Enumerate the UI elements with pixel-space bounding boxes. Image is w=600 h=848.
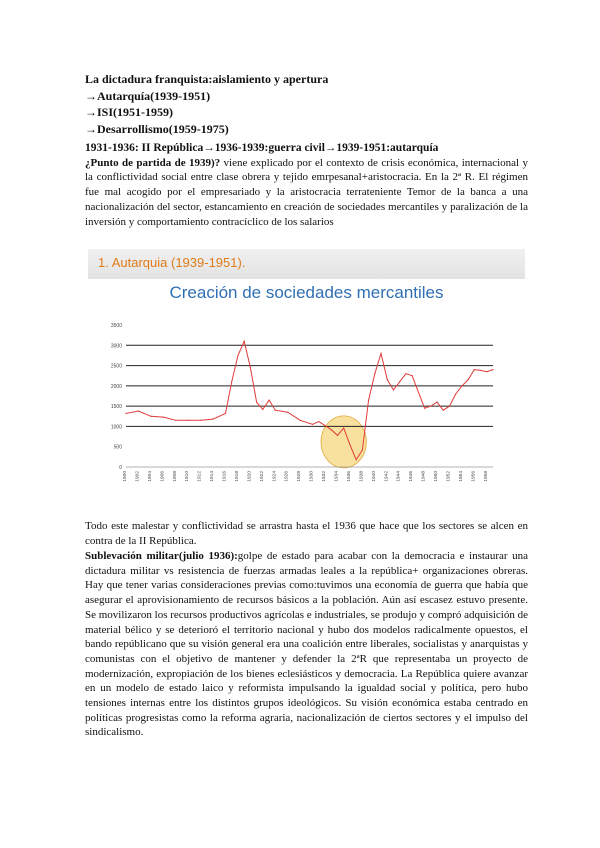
y-tick-label: 500 <box>113 444 122 451</box>
x-tick-label: 1952 <box>446 471 452 482</box>
body-paragraph-1: Todo este malestar y conflictividad se arrastra hasta el 1936 que hace que los sectores se alcen en contra de la II República. <box>85 520 528 547</box>
x-tick-label: 1958 <box>483 471 489 482</box>
data-point <box>468 379 469 380</box>
data-point <box>324 425 325 426</box>
data-point <box>486 371 487 372</box>
data-point <box>380 353 381 354</box>
data-point <box>256 401 257 402</box>
data-point <box>275 410 276 411</box>
data-point <box>212 419 213 420</box>
x-tick-label: 1926 <box>284 471 290 482</box>
x-tick-label: 1948 <box>421 471 427 482</box>
data-point <box>300 420 301 421</box>
data-point <box>138 410 139 411</box>
y-tick-label: 3500 <box>110 323 122 329</box>
x-tick-label: 1940 <box>371 471 377 482</box>
uprising-heading: Sublevación militar(julio 1936): <box>85 550 238 562</box>
data-point <box>318 421 319 422</box>
x-tick-label: 1906 <box>160 471 166 482</box>
data-point <box>455 393 456 394</box>
x-tick-label: 1932 <box>322 471 328 482</box>
data-point <box>237 355 238 356</box>
timeline-line: 1931-1936: II República→1936-1939:guerra civil→1939-1951:autarquía <box>85 142 439 154</box>
heading-block <box>85 71 525 137</box>
x-tick-label: 1936 <box>346 471 352 482</box>
data-point <box>399 381 400 382</box>
heading-item: →Autarquía(1939-1951) <box>85 88 211 103</box>
data-point <box>337 435 338 436</box>
x-tick-label: 1908 <box>172 471 178 482</box>
x-tick-label: 1946 <box>409 471 415 482</box>
data-point <box>443 410 444 411</box>
data-point <box>331 429 332 430</box>
data-point <box>349 444 350 445</box>
heading-item: →Desarrollismo(1959-1975) <box>85 121 229 136</box>
data-point <box>424 408 425 409</box>
data-point <box>262 409 263 410</box>
x-tick-label: 1950 <box>434 471 440 482</box>
data-point <box>430 406 431 407</box>
x-tick-label: 1914 <box>210 471 216 482</box>
body-paragraph-2 <box>85 549 528 740</box>
data-point <box>268 399 269 400</box>
data-point <box>175 420 176 421</box>
x-tick-label: 1930 <box>309 471 315 482</box>
x-tick-label: 1924 <box>272 471 278 482</box>
intro-question: ¿Punto de partida de 1939)? <box>85 156 221 169</box>
data-point <box>225 413 226 414</box>
highlight-ellipse <box>321 416 366 468</box>
data-point <box>150 416 151 417</box>
data-point <box>287 412 288 413</box>
x-tick-label: 1922 <box>259 471 265 482</box>
x-tick-label: 1900 <box>123 471 128 482</box>
intro-text: viene explicado por el contexto de crisis económica, internacional y la conflictividad social entre clase obrera y tejido emrpesanal+aristocracia. En la 2ª R. El régimen fue mal acogido por el empresariado y la aristocracia terrateniente Temor de la banca a una nacionalización del sector, estancamiento en creación de sociedades mercantiles y paralización de la inversión y comportamiento contracíclico de los salarios <box>85 156 529 228</box>
data-point <box>368 399 369 400</box>
x-tick-label: 1920 <box>247 471 253 482</box>
data-point <box>374 373 375 374</box>
x-tick-label: 1918 <box>234 471 240 482</box>
data-point <box>231 381 232 382</box>
x-tick-label: 1928 <box>297 471 303 482</box>
data-point <box>393 389 394 390</box>
x-tick-label: 1934 <box>334 471 340 482</box>
series-line <box>126 341 493 460</box>
y-tick-label: 1500 <box>110 404 122 411</box>
heading-item: →ISI(1951-1959) <box>85 105 174 119</box>
data-point <box>461 385 462 386</box>
y-tick-label: 1000 <box>110 424 122 431</box>
x-tick-label: 1938 <box>359 471 365 482</box>
data-point <box>387 379 388 380</box>
document-title: La dictadura franquista:aislamiento y apertura <box>85 72 329 86</box>
x-tick-label: 1956 <box>471 471 477 482</box>
data-point <box>436 401 437 402</box>
x-tick-label: 1944 <box>396 471 402 482</box>
data-point <box>412 375 413 376</box>
x-tick-label: 1912 <box>197 471 203 482</box>
line-chart <box>88 249 525 509</box>
y-tick-label: 2000 <box>110 383 122 390</box>
data-point <box>188 420 189 421</box>
y-tick-label: 2500 <box>110 363 122 370</box>
data-point <box>163 416 164 417</box>
data-point <box>343 427 344 428</box>
x-tick-label: 1942 <box>384 471 390 482</box>
data-point <box>474 369 475 370</box>
data-point <box>200 420 201 421</box>
y-tick-label: 3000 <box>110 343 122 350</box>
data-point <box>356 459 357 460</box>
chart-title: Creación de sociedades mercantiles <box>169 283 444 302</box>
data-point <box>492 369 493 370</box>
intro-paragraph <box>85 141 528 229</box>
uprising-text: golpe de estado para acabar con la democracia e instaurar una dictadura militar vs resistencia de fuerzas armadas leales a la república+ organizaciones obreras. Hay que tener varias consideraciones previas como:tuvimos una economía de guerra que había que asegurar el aprovisionamiento de recursos básicos a la población. Aún así escasez estuvo presente. Se movilizaron los recursos productivos agrícolas e industriales, se produjo y compró adquisición de material bélico y se deterioró el territorio nacional y hubo dos modelos radicalmente opuestos, el bando repúblicano que su visión general era una coalición entre liberales, socialistas y anarquistas y comunistas con el objetivo de mantener y defender la 2ªR que representaba un proyecto de modernización, expropiación de los bienes eclesiásticos y democracia. La República quiere avanzar en un modelo de estado laico y reformista impulsando la igualdad social y política, pero hubo tensiones internas entre los distintos grupos ideológicos. Su visión económica estaba centrado en políticas progresistas como la reforma agraria, nacionalización de ciertos sectores y el impulso del sindicalismo. <box>85 550 528 739</box>
data-point <box>480 370 481 371</box>
chart-figure <box>88 249 525 509</box>
x-tick-label: 1910 <box>185 471 191 482</box>
data-point <box>362 449 363 450</box>
data-point <box>250 367 251 368</box>
x-tick-label: 1954 <box>458 471 464 482</box>
data-point <box>405 373 406 374</box>
x-tick-label: 1904 <box>147 471 153 482</box>
x-tick-label: 1902 <box>135 471 141 482</box>
data-point <box>312 424 313 425</box>
y-tick-label: 0 <box>119 465 122 471</box>
data-point <box>244 341 245 342</box>
data-point <box>125 413 126 414</box>
x-tick-label: 1916 <box>222 471 228 482</box>
chart-banner-label: 1. Autarquia (1939-1951). <box>98 255 246 270</box>
data-point <box>449 406 450 407</box>
